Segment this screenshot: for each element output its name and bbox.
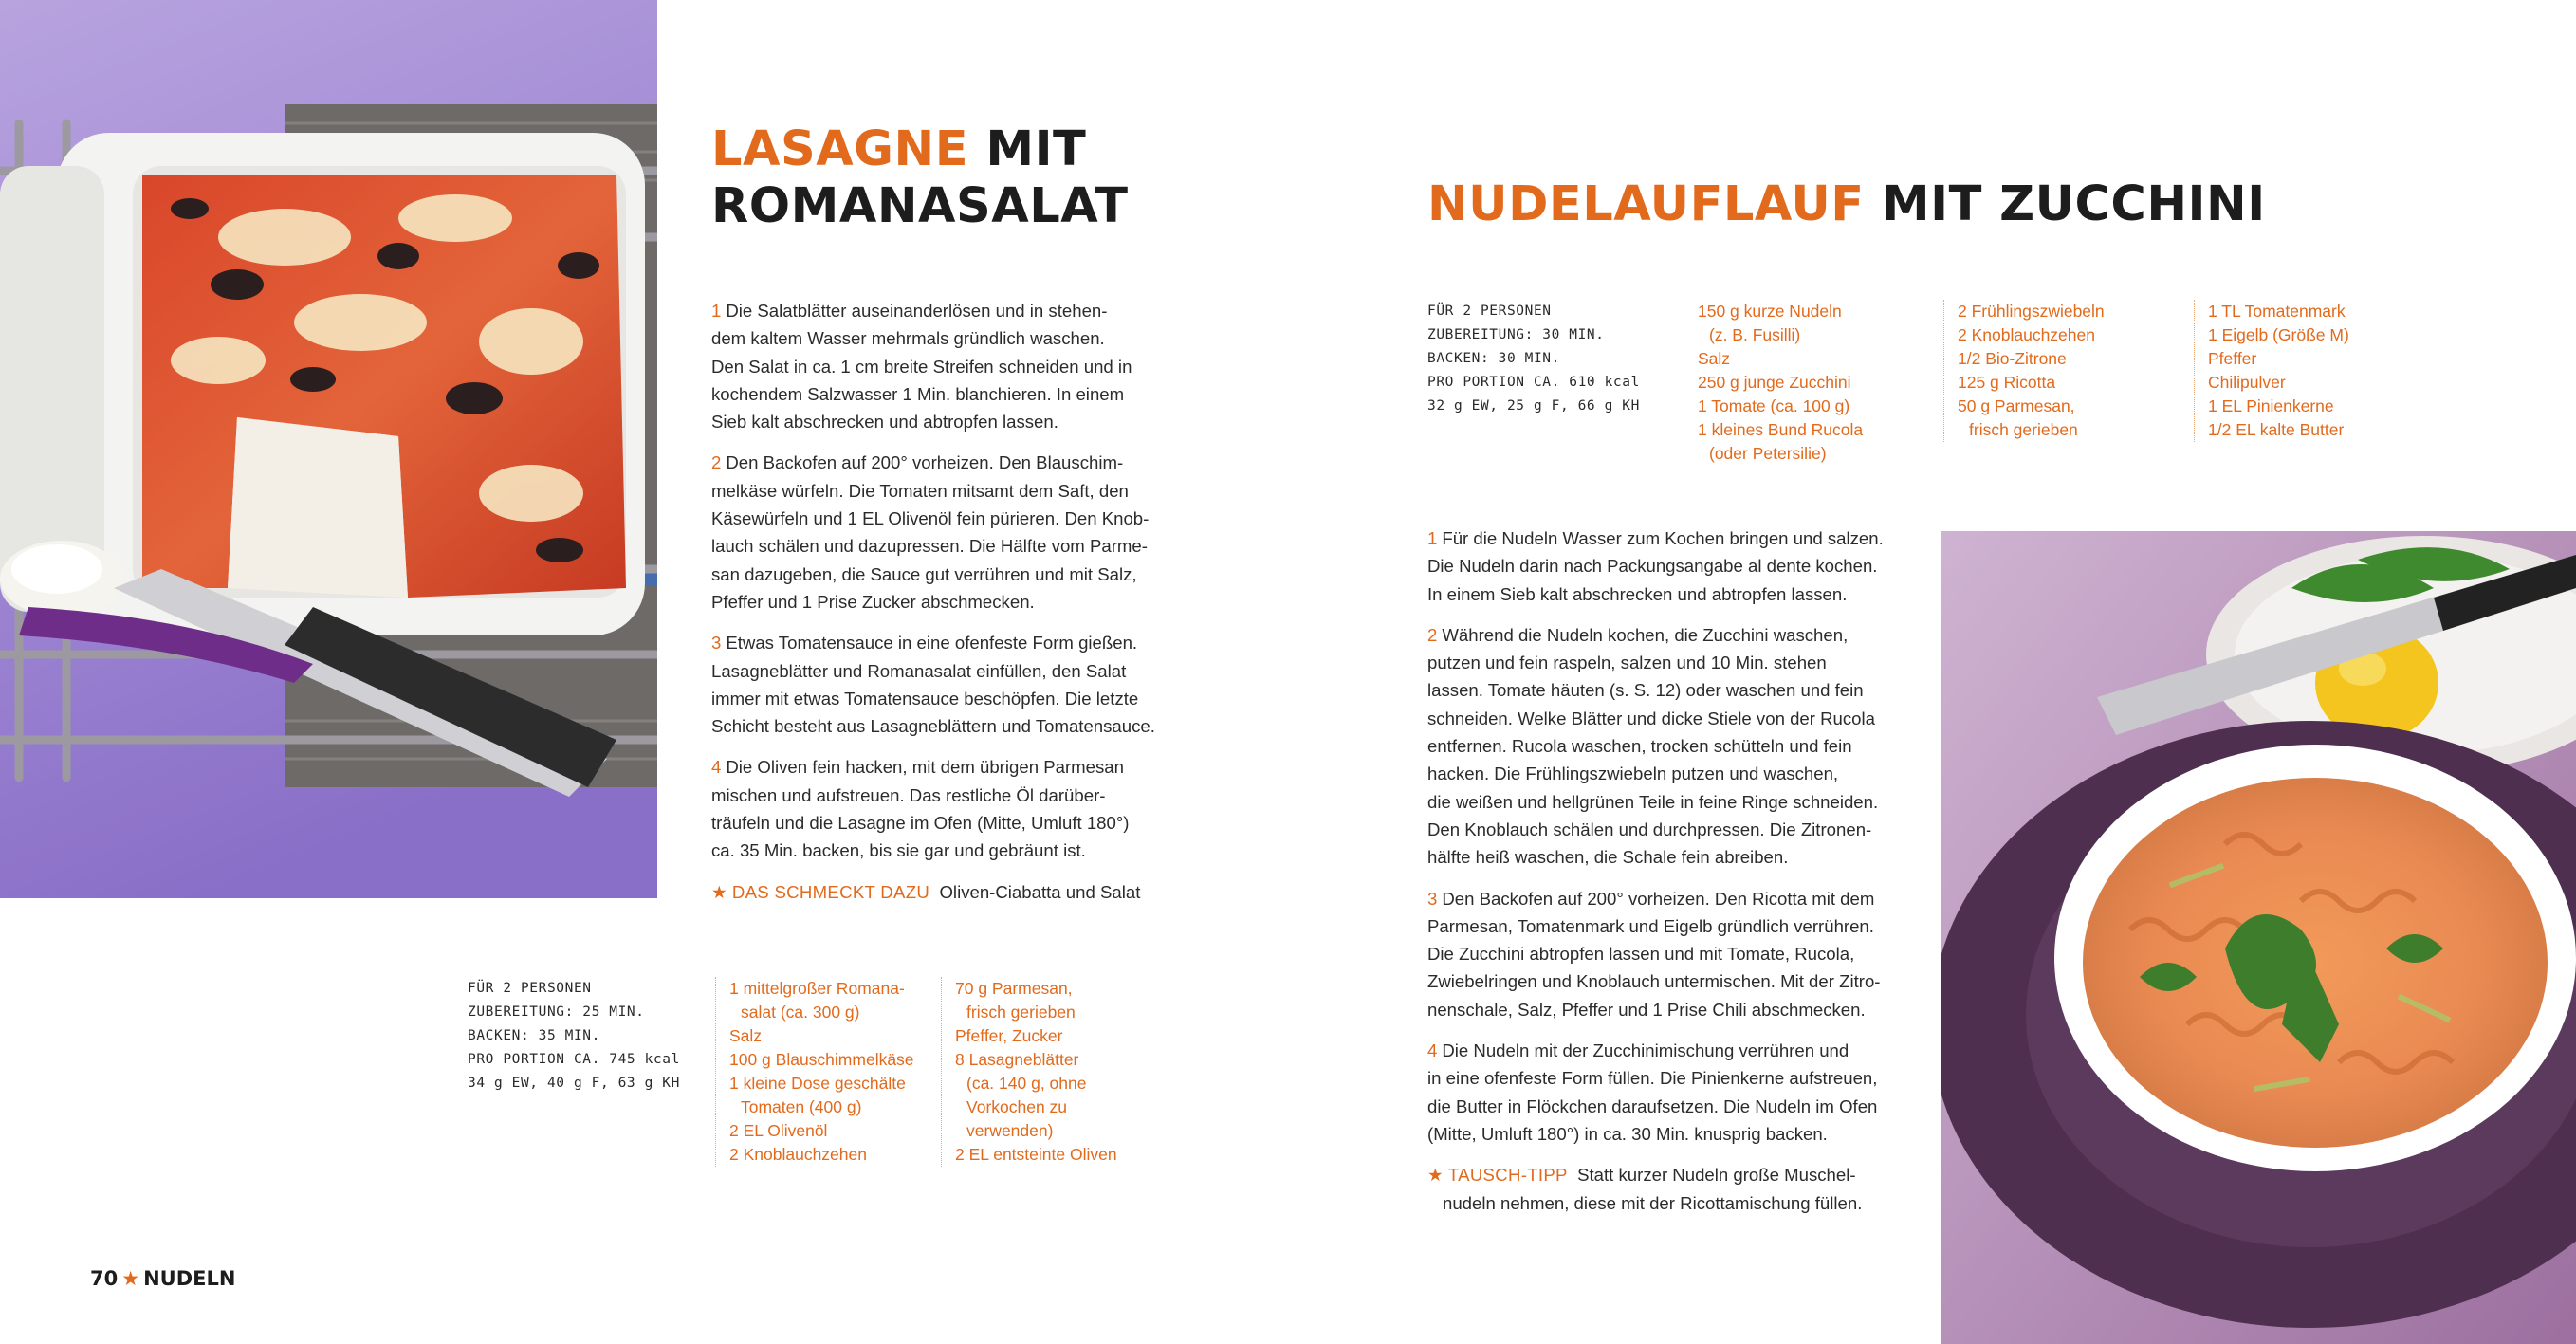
step-line: die Butter in Flöckchen daraufsetzen. Die Nudeln im Ofen <box>1427 1095 1878 1116</box>
step-line: Den Salat in ca. 1 cm breite Streifen schneiden und in <box>711 356 1132 377</box>
step-line: lassen. Tomate häuten (s. S. 12) oder waschen und fein <box>1427 680 1864 701</box>
step-line: Die Nudeln mit der Zucchinimischung verrühren und <box>1442 1040 1849 1061</box>
step-line: kochendem Salzwasser 1 Min. blanchieren. In einem <box>711 383 1125 404</box>
tip-line: nudeln nehmen, diese mit der Ricottamischung füllen. <box>1443 1192 1863 1213</box>
tip-label: DAS SCHMECKT DAZU <box>731 881 930 902</box>
step-line: (Mitte, Umluft 180°) in ca. 30 Min. knusprig backen. <box>1427 1123 1828 1144</box>
tip-line: Statt kurzer Nudeln große Muschel- <box>1577 1165 1856 1186</box>
title-rest: MIT ZUCCHINI <box>1881 176 2266 232</box>
ingredient: 1 kleine Dose geschälte <box>729 1074 906 1093</box>
ingredient: Chilipulver <box>2208 373 2286 392</box>
ingredient: salat (ca. 300 g) <box>741 1003 860 1022</box>
ingredient: 1 mittelgroßer Romana- <box>729 979 905 998</box>
title-accent: NUDELAUFLAUF <box>1427 176 1865 232</box>
recipe-left-steps <box>711 297 1205 919</box>
meta-prep: ZUBEREITUNG: 30 MIN. <box>1427 327 1605 342</box>
step-2 <box>711 449 1205 616</box>
ingredient: Salz <box>729 1026 763 1045</box>
step-line: träufeln und die Lasagne im Ofen (Mitte, Umluft 180°) <box>711 813 1130 834</box>
recipe-right-ingredients-1 <box>1684 300 1863 466</box>
step-line: Zwiebelringen und Knoblauch untermischen. Mit der Zitro- <box>1427 971 1881 992</box>
step-4 <box>711 753 1205 864</box>
step-line: mischen und aufstreuen. Das restliche Öl darüber- <box>711 784 1106 805</box>
step-3 <box>1427 885 1921 1023</box>
step-line: san dazugeben, die Sauce gut verrühren und mit Salz, <box>711 563 1137 584</box>
tip-label: TAUSCH-TIPP <box>1447 1165 1568 1186</box>
step-line: Pfeffer und 1 Prise Zucker abschmecken. <box>711 591 1035 612</box>
section-name: NUDELN <box>143 1267 236 1290</box>
step-4 <box>1427 1037 1921 1148</box>
ingredient: Salz <box>1698 349 1731 368</box>
step-line: Für die Nudeln Wasser zum Kochen bringen und salzen. <box>1442 528 1884 548</box>
step-1 <box>1427 525 1921 608</box>
step-number: 4 <box>1427 1040 1438 1061</box>
step-number: 4 <box>711 757 722 778</box>
ingredient: 2 Frühlingszwiebeln <box>1958 302 2105 321</box>
ingredient: 1 kleines Bund Rucola <box>1698 420 1864 439</box>
recipe-left-title <box>711 121 1129 235</box>
recipe-left-ingredients-2 <box>941 977 1117 1167</box>
step-number: 3 <box>1427 888 1438 909</box>
page-number: 70 <box>90 1267 119 1290</box>
step-2 <box>1427 621 1921 872</box>
meta-bake: BACKEN: 30 MIN. <box>1427 351 1560 366</box>
ingredient: verwenden) <box>966 1121 1054 1140</box>
step-line: Den Knoblauch schälen und durchpressen. Die Zitronen- <box>1427 819 1872 839</box>
step-line: in eine ofenfeste Form füllen. Die Pinienkerne aufstreuen, <box>1427 1068 1878 1089</box>
step-line: dem kaltem Wasser mehrmals gründlich waschen. <box>711 328 1105 349</box>
meta-kcal: PRO PORTION CA. 610 kcal <box>1427 375 1640 390</box>
step-line: Den Backofen auf 200° vorheizen. Den Ricotta mit dem <box>1442 888 1875 909</box>
step-3 <box>711 629 1205 740</box>
ingredient: frisch gerieben <box>1969 420 2078 439</box>
ingredient: 100 g Blauschimmelkäse <box>729 1050 914 1069</box>
step-line: Die Zucchini abtropfen lassen und mit Tomate, Rucola, <box>1427 944 1855 965</box>
ingredient: 8 Lasagneblätter <box>955 1050 1079 1069</box>
ingredient: 50 g Parmesan, <box>1958 396 2075 415</box>
star-icon: ★ <box>121 1267 140 1290</box>
step-line: Etwas Tomatensauce in eine ofenfeste Form gießen. <box>726 633 1138 654</box>
lasagne-photo <box>0 0 657 898</box>
star-icon: ★ <box>711 881 727 902</box>
ingredient: (z. B. Fusilli) <box>1709 325 1801 344</box>
ingredient: 250 g junge Zucchini <box>1698 373 1851 392</box>
title-accent: LASAGNE <box>711 121 969 177</box>
ingredient: 2 Knoblauchzehen <box>1958 325 2095 344</box>
step-number: 2 <box>1427 624 1438 645</box>
step-line: lauch schälen und dazupressen. Die Hälfte vom Parme- <box>711 536 1148 557</box>
ingredient: 1 TL Tomatenmark <box>2208 302 2346 321</box>
ingredient: 70 g Parmesan, <box>955 979 1073 998</box>
ingredient: 125 g Ricotta <box>1958 373 2056 392</box>
tip-serving <box>711 878 1205 906</box>
meta-nutrients: 32 g EW, 25 g F, 66 g KH <box>1427 398 1640 414</box>
step-number: 3 <box>711 633 722 654</box>
step-line: hacken. Die Frühlingszwiebeln putzen und waschen, <box>1427 764 1839 784</box>
ingredient: 2 Knoblauchzehen <box>729 1145 867 1164</box>
meta-kcal: PRO PORTION CA. 745 kcal <box>468 1052 680 1067</box>
step-number: 2 <box>711 452 722 473</box>
step-line: Die Salatblätter auseinanderlösen und in stehen- <box>726 301 1108 321</box>
ingredient: Pfeffer, Zucker <box>955 1026 1063 1045</box>
recipe-right-ingredients-2 <box>1943 300 2105 442</box>
title-rest: MIT <box>985 121 1087 177</box>
step-line: entfernen. Rucola waschen, trocken schütteln und fein <box>1427 736 1852 757</box>
nudelauflauf-photo <box>1941 531 2576 1344</box>
lasagne-image <box>0 0 657 898</box>
tip-text: Oliven-Ciabatta und Salat <box>939 881 1141 902</box>
step-number: 1 <box>1427 528 1438 548</box>
step-line: Käsewürfeln und 1 EL Olivenöl fein pürieren. Den Knob- <box>711 508 1150 529</box>
ingredient: Vorkochen zu <box>966 1097 1068 1116</box>
ingredient: 2 EL Olivenöl <box>729 1121 828 1140</box>
ingredient: (oder Petersilie) <box>1709 444 1827 463</box>
ingredient: 1/2 Bio-Zitrone <box>1958 349 2067 368</box>
step-line: die weißen und hellgrünen Teile in feine Ringe schneiden. <box>1427 791 1879 812</box>
step-line: nenschale, Salz, Pfeffer und 1 Prise Chili abschmecken. <box>1427 999 1866 1020</box>
ingredient: 2 EL entsteinte Oliven <box>955 1145 1117 1164</box>
step-line: In einem Sieb kalt abschrecken und abtropfen lassen. <box>1427 583 1848 604</box>
meta-servings: FÜR 2 PERSONEN <box>468 981 592 996</box>
step-line: hälfte heiß waschen, die Schale fein abreiben. <box>1427 847 1789 868</box>
step-line: ca. 35 Min. backen, bis sie gar und gebräunt ist. <box>711 840 1086 861</box>
recipe-right-meta <box>1427 300 1640 418</box>
step-number: 1 <box>711 301 722 321</box>
ingredient: (ca. 140 g, ohne <box>966 1074 1087 1093</box>
step-line: melkäse würfeln. Die Tomaten mitsamt dem Saft, den <box>711 480 1129 501</box>
ingredient: frisch gerieben <box>966 1003 1076 1022</box>
ingredient: Pfeffer <box>2208 349 2257 368</box>
page-footer <box>90 1267 235 1290</box>
meta-bake: BACKEN: 35 MIN. <box>468 1028 600 1043</box>
step-line: Während die Nudeln kochen, die Zucchini waschen, <box>1442 624 1849 645</box>
step-line: Den Backofen auf 200° vorheizen. Den Blauschim- <box>726 452 1124 473</box>
recipe-right-title <box>1427 176 2266 233</box>
step-line: immer mit etwas Tomatensauce beschöpfen. Die letzte <box>711 688 1139 709</box>
recipe-left-meta <box>468 977 680 1095</box>
ingredient: 1/2 EL kalte Butter <box>2208 420 2345 439</box>
ingredient: 1 EL Pinienkerne <box>2208 396 2334 415</box>
title-line2: ROMANASALAT <box>711 178 1129 234</box>
ingredient: 1 Eigelb (Größe M) <box>2208 325 2349 344</box>
step-line: Parmesan, Tomatenmark und Eigelb gründlich verrühren. <box>1427 915 1874 936</box>
star-icon: ★ <box>1427 1165 1444 1186</box>
ingredient: Tomaten (400 g) <box>741 1097 862 1116</box>
step-1 <box>711 297 1205 435</box>
recipe-left-ingredients-1 <box>715 977 914 1167</box>
meta-servings: FÜR 2 PERSONEN <box>1427 304 1552 319</box>
step-line: Schicht besteht aus Lasagneblättern und Tomatensauce. <box>711 716 1155 737</box>
step-line: Die Nudeln darin nach Packungsangabe al dente kochen. <box>1427 556 1878 577</box>
ingredient: 1 Tomate (ca. 100 g) <box>1698 396 1850 415</box>
step-line: Die Oliven fein hacken, mit dem übrigen Parmesan <box>726 757 1124 778</box>
step-line: schneiden. Welke Blätter und dicke Stiele von der Rucola <box>1427 708 1875 728</box>
meta-nutrients: 34 g EW, 40 g F, 63 g KH <box>468 1076 680 1091</box>
meta-prep: ZUBEREITUNG: 25 MIN. <box>468 1004 645 1020</box>
tip-swap <box>1427 1161 1921 1217</box>
step-line: putzen und fein raspeln, salzen und 10 Min. stehen <box>1427 653 1827 673</box>
ingredient: 150 g kurze Nudeln <box>1698 302 1842 321</box>
recipe-right-ingredients-3 <box>2194 300 2349 442</box>
step-line: Sieb kalt abschrecken und abtropfen lassen. <box>711 412 1058 433</box>
nudelauflauf-image <box>1941 531 2576 1344</box>
step-line: Lasagneblätter und Romanasalat einfüllen, den Salat <box>711 660 1127 681</box>
recipe-right-steps <box>1427 525 1921 1230</box>
